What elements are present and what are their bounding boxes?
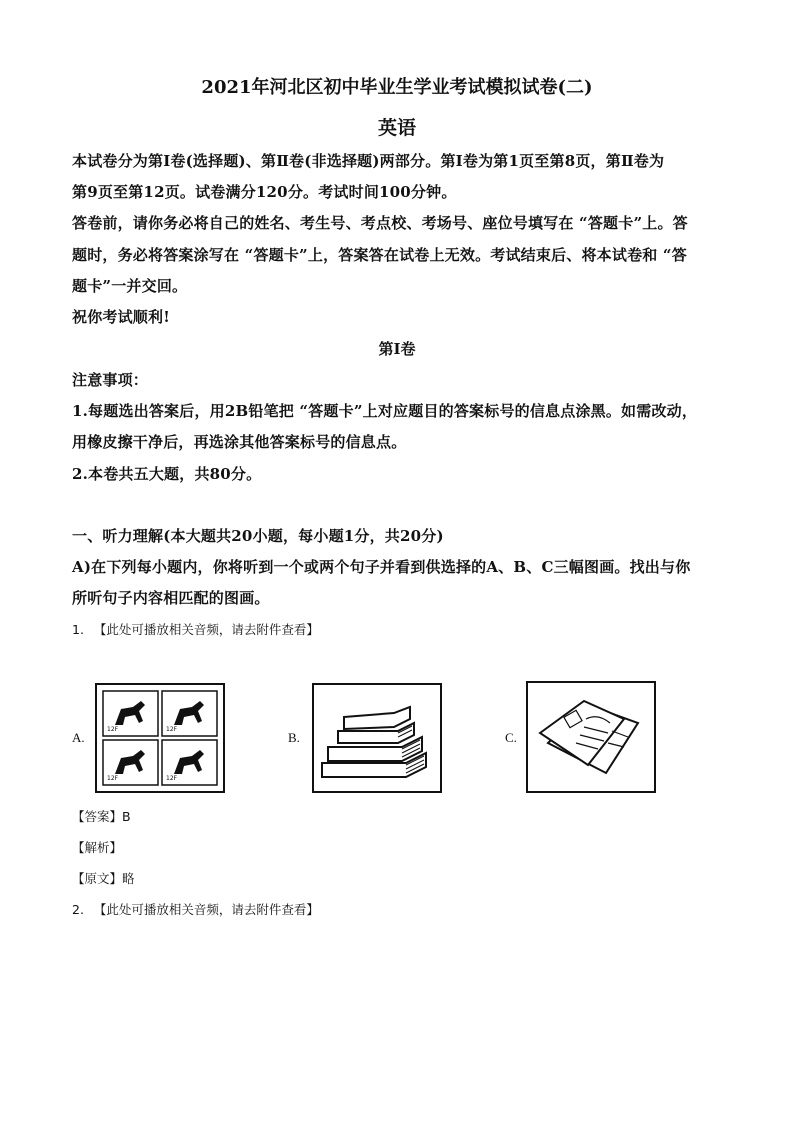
subject-title: 英语 [377,117,416,139]
part1-title: 第Ⅰ卷 [378,340,416,358]
note-line: 1.每题选出答案后，用2B铅笔把 “答题卡”上对应题目的答案标号的信息点涂黑。如需改动， [72,402,698,420]
intro-line: 第9页至第12页。试卷满分120分。考试时间100分钟。 [72,183,457,201]
answer-line [72,807,131,825]
intro-line: 题时，务必将答案涂写在 “答题卡”上，答案答在试卷上无效。考试结束后、将本试卷和 “答 [72,246,687,264]
question-number: 2. [72,902,84,917]
good-luck-line: 祝你考试顺利! [72,308,170,326]
postcards-icon[interactable] [526,681,656,793]
instruction-line: 所听句子内容相匹配的图画。 [72,589,270,607]
question-number: 1. [72,622,84,637]
question-1 [72,620,319,638]
original-value: 略 [122,871,135,886]
books-icon[interactable] [312,683,442,793]
notes-heading: 注意事项： [72,371,149,389]
option-b-label[interactable]: B. [288,730,300,745]
svg-text:12F: 12F [107,726,119,733]
analysis-tag: 【解析】 [72,840,123,855]
intro-line: 本试卷分为第Ⅰ卷(选择题)、第Ⅱ卷(非选择题)两部分。第Ⅰ卷为第1页至第8页，第Ⅱ卷为 [72,152,665,170]
svg-text:12F: 12F [166,726,178,733]
answer-value: B [122,809,131,824]
note-line: 2.本卷共五大题，共80分。 [72,465,262,483]
option-c-label[interactable]: C. [505,730,517,745]
svg-text:12F: 12F [166,775,178,782]
audio-note[interactable]: 【此处可播放相关音频，请去附件查看】 [93,622,319,637]
instruction-line: A)在下列每小题内，你将听到一个或两个句子并看到供选择的A、B、C三幅图画。找出与你 [72,558,691,576]
question-2 [72,900,319,918]
stamps-icon[interactable] [95,683,225,793]
original-tag: 【原文】 [72,871,123,886]
audio-note[interactable]: 【此处可播放相关音频，请去附件查看】 [93,902,319,917]
analysis-line [72,838,122,856]
exam-title: 2021年河北区初中毕业生学业考试模拟试卷(二) [201,77,593,98]
option-a-label[interactable]: A. [72,730,85,745]
original-line [72,869,135,887]
note-line: 用橡皮擦干净后，再选涂其他答案标号的信息点。 [72,433,407,451]
intro-line: 答卷前，请你务必将自己的姓名、考生号、考点校、考场号、座位号填写在 “答题卡”上。答 [72,214,688,232]
answer-tag: 【答案】 [72,809,123,824]
section-heading: 一、听力理解(本大题共20小题，每小题1分，共20分) [72,527,444,545]
intro-line: 题卡”一并交回。 [72,277,188,295]
svg-text:12F: 12F [107,775,119,782]
